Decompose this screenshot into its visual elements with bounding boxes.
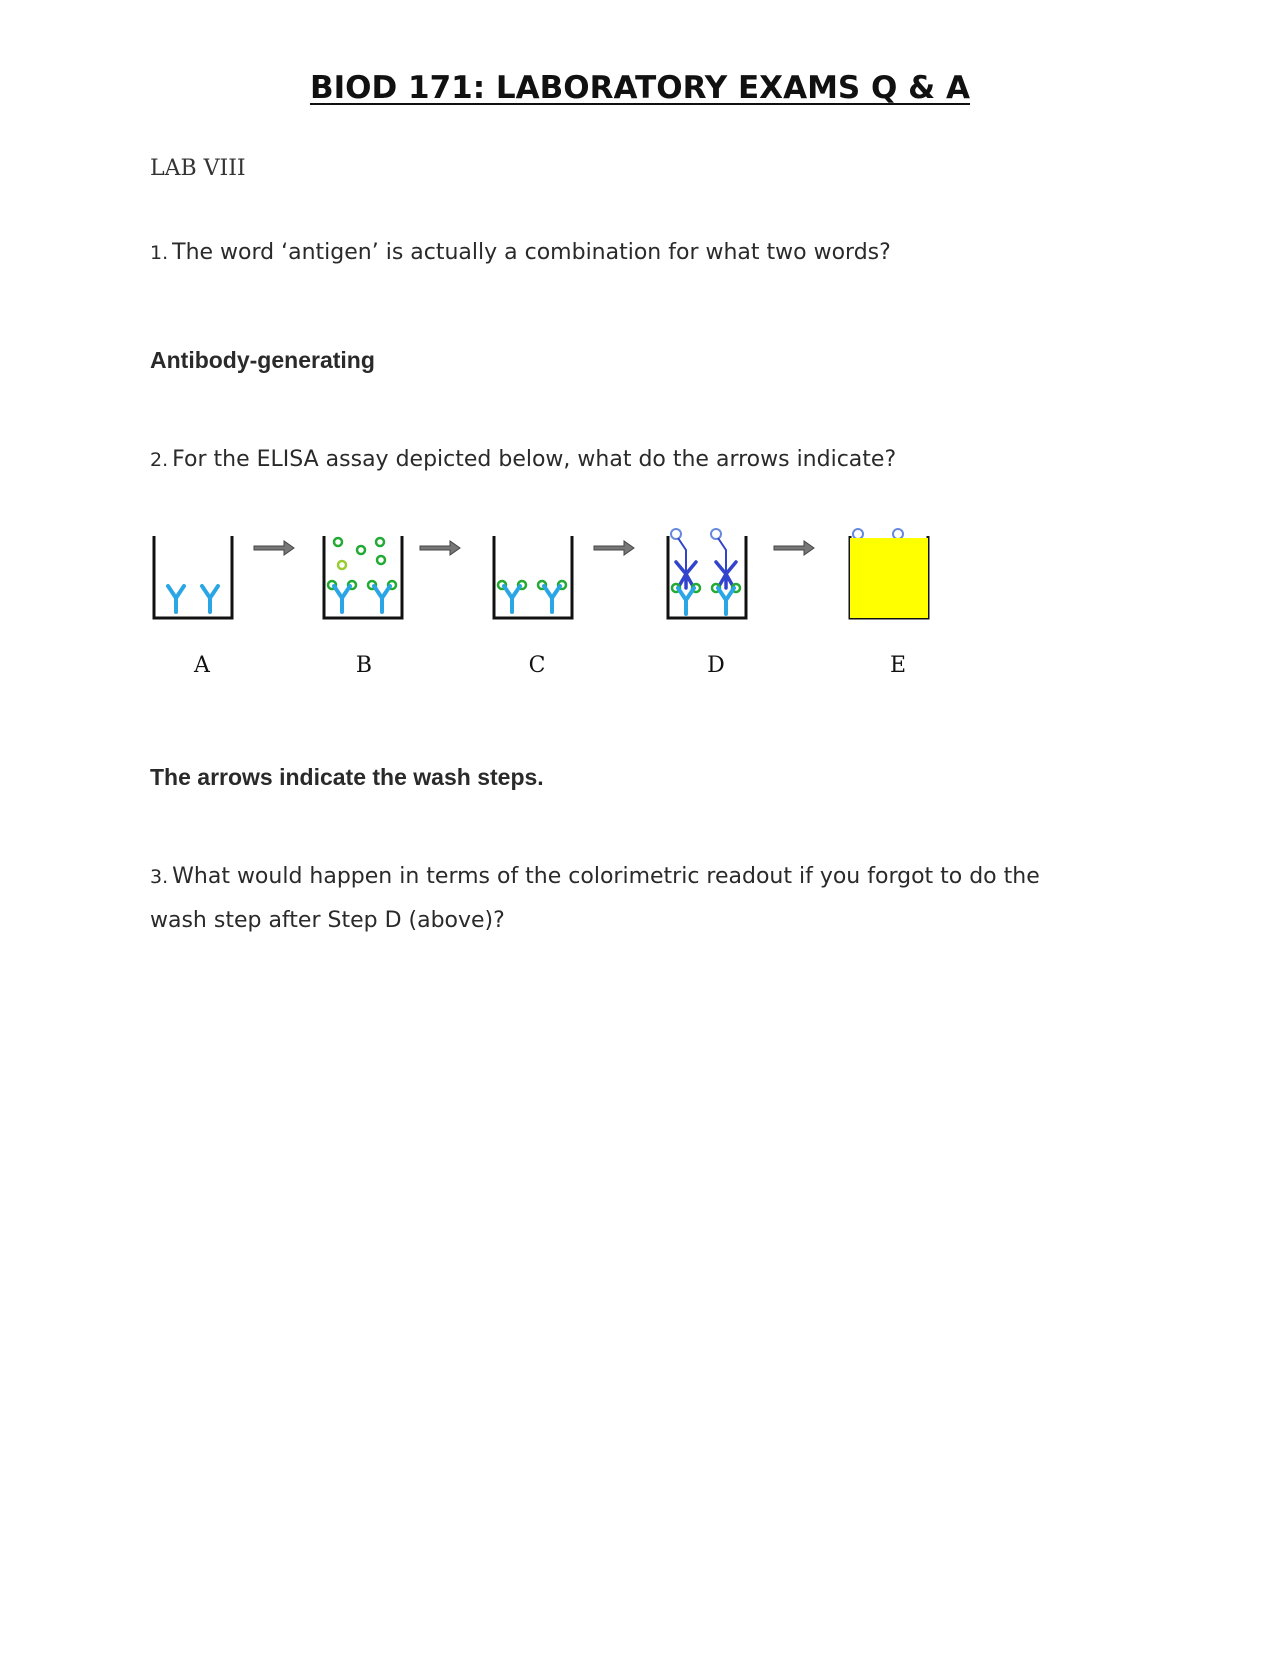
question-text: What would happen in terms of the colorimetric readout if you forgot to do the wash step after Step D (above)? [150,864,1040,933]
antigen [377,556,385,564]
question-number: 3. [150,866,169,888]
wash-step-arrow [774,541,814,555]
capture-antibody [678,588,694,614]
well [668,536,746,618]
elisa-diagram [150,528,950,680]
answer-1: Antibody-generating [150,347,375,373]
wash-step-arrow [594,541,634,555]
capture-antibody [334,586,350,612]
antigen [334,538,342,546]
enzyme [711,529,721,539]
panel-label-a: A [194,653,210,678]
wash-step-arrow [254,541,294,555]
enzyme [853,529,863,539]
question-number: 2. [150,449,169,471]
capture-antibody [168,586,184,612]
well [154,536,232,618]
wash-step-arrow [420,541,460,555]
well [324,536,402,618]
panel-label-e: E [889,653,907,678]
antigen [357,546,365,554]
panel-label-b: B [355,653,373,678]
question-1 [150,231,1090,275]
capture-antibody [374,586,390,612]
antigen [338,561,346,569]
question-3 [150,855,1090,943]
capture-antibody [202,586,218,612]
enzyme [671,529,681,539]
capture-antibody [504,586,520,612]
panel-label-c: C [528,653,546,678]
panel-label-d: D [707,653,725,678]
question-text: For the ELISA assay depicted below, what do the arrows indicate? [172,447,897,472]
antigen [376,538,384,546]
question-text: The word ‘antigen’ is actually a combination for what two words? [172,240,891,265]
question-number: 1. [150,242,169,264]
section-label: LAB VIII [150,156,246,181]
capture-antibody [544,586,560,612]
substrate-fill [850,538,928,618]
well [494,536,572,618]
question-2 [150,438,1090,482]
capture-antibody [718,588,734,614]
answer-2: The arrows indicate the wash steps. [150,764,544,790]
page-title: BIOD 171: LABORATORY EXAMS Q & A [309,70,971,106]
elisa-diagram-svg [150,528,950,680]
enzyme [893,529,903,539]
